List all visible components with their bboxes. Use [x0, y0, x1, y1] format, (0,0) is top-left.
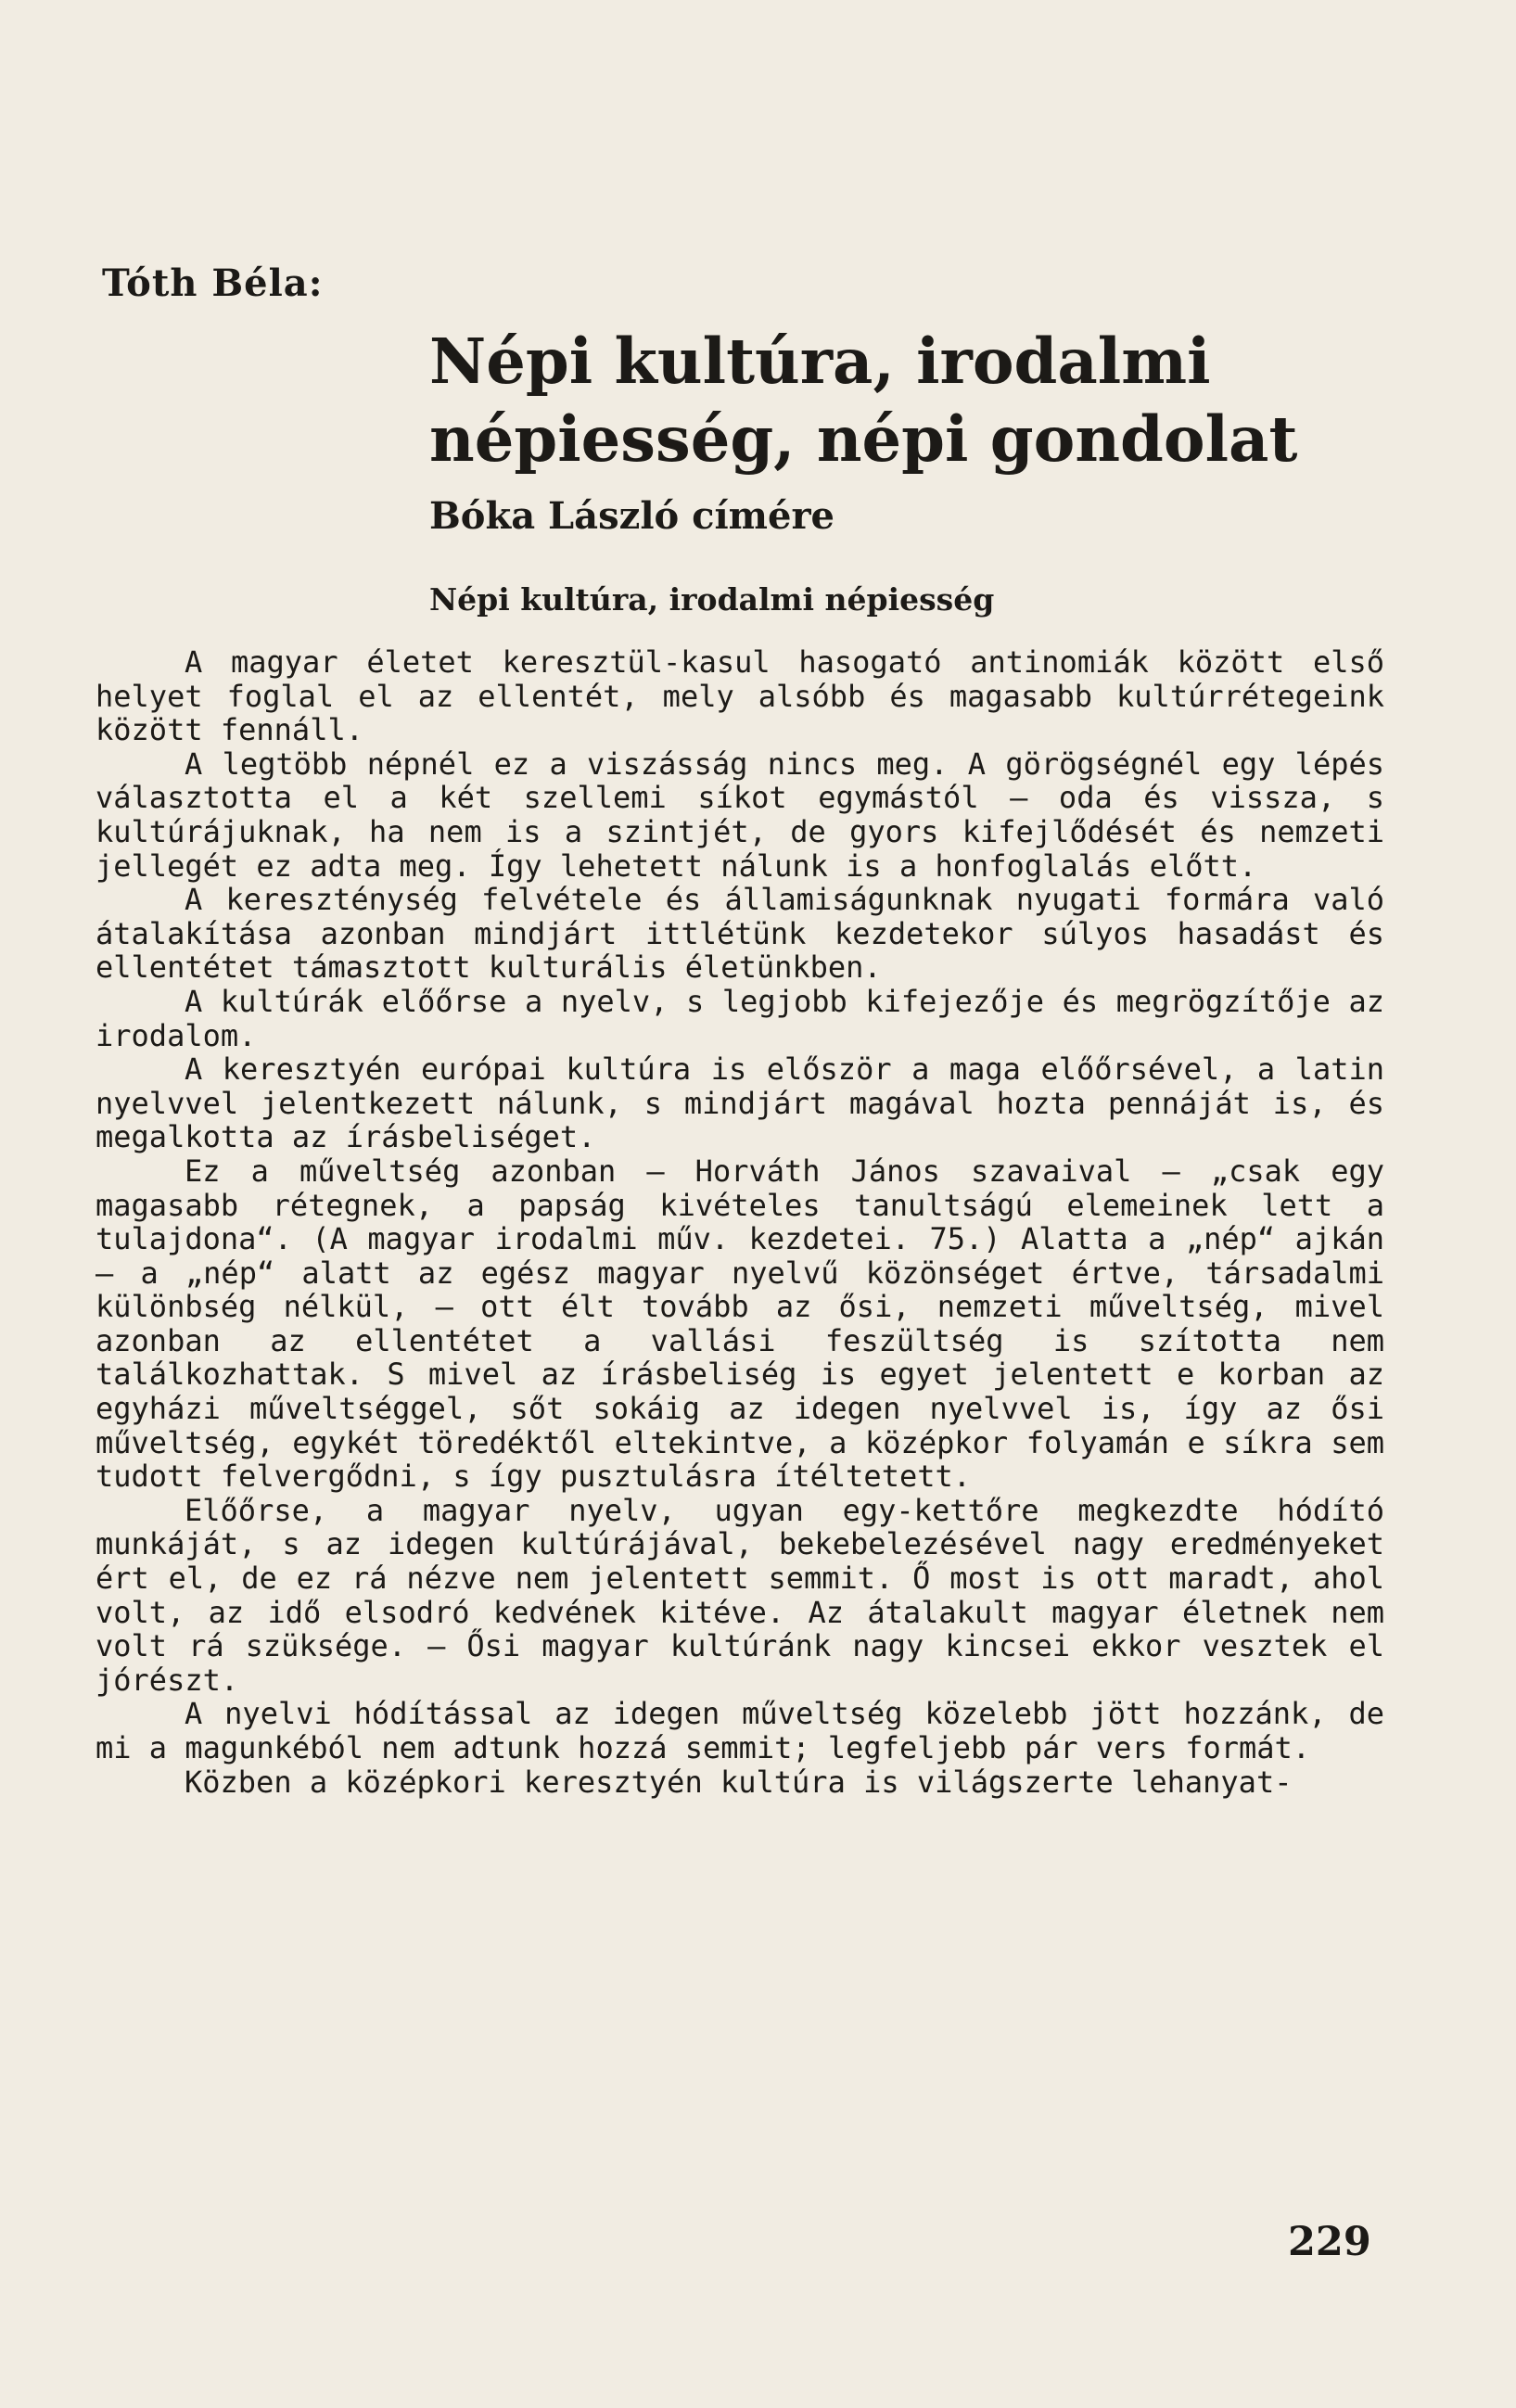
article-subtitle: Bóka László címére: [429, 494, 834, 538]
paragraph: Közben a középkori keresztyén kultúra is világszerte lehanyat-: [185, 1764, 1293, 1800]
paragraph: A legtöbb népnél ez a viszásság nincs meg. A görögségnél egy lépés választotta el a két szellemi síkot egymástól — oda és vissza, s kultúrájuknak, ha nem is a szintjét, de gyors kifejlődését és nemzeti jellegét ez adta meg. Így lehetett nálunk is a honfoglalás előtt.: [96, 745, 1384, 884]
paragraph: Előőrse, a magyar nyelv, ugyan egy-kettőre megkezdte hódító munkáját, s az idegen kultúrájával, bekebelezésével nagy eredményeket ért el, de ez rá nézve nem jelentett semmit. Ő most is ott maradt, ahol volt, az idő elsodró kedvének kitéve. Az átalakult magyar életnek nem volt rá szüksége. — Ősi magyar kultúránk nagy kincsei ekkor vesztek el jórészt.: [96, 1492, 1384, 1698]
paragraph: A nyelvi hódítással az idegen műveltség közelebb jött hozzánk, de mi a magunkéból nem adtunk hozzá semmit; legfeljebb pár vers formát.: [96, 1696, 1384, 1765]
paragraph: A keresztyén európai kultúra is először a maga előőrsével, a latin nyelvvel jelentkezett nálunk, s mindjárt magával hozta pennáját is, és megalkotta az írásbeliséget.: [96, 1051, 1384, 1155]
paragraph: A kereszténység felvétele és államiságunknak nyugati formára való átalakítása azonban mindjárt ittlétünk kezdetekor súlyos hasadást és ellentétet támasztott kulturális életünkben.: [96, 882, 1384, 986]
article-title: Népi kultúra, irodalmi népiesség, népi gondolat: [429, 325, 1298, 476]
author-name: Tóth Béla:: [102, 261, 324, 305]
page-number: 229: [1288, 2219, 1371, 2265]
body-text: [96, 645, 1384, 1799]
section-heading: Népi kultúra, irodalmi népiesség: [429, 581, 995, 618]
paragraph: Ez a műveltség azonban — Horváth János szavaival — „csak egy magasabb rétegnek, a papság kivételes tanultságú elemeinek lett a tulajdona“. (A magyar irodalmi műv. kezdetei. 75.) Alatta a „nép“ ajkán — a „nép“ alatt az egész magyar nyelvű közönséget értve, társadalmi különbség nélkül, — ott élt tovább az ősi, nemzeti műveltség, mivel azonban az ellentétet a vallási feszültség is szította nem találkozhattak. S mivel az írásbeliség is egyet jelentett e korban az egyházi műveltséggel, sőt sokáig az idegen nyelvvel is, így az ősi műveltség, egykét töredéktől eltekintve, a középkor folyamán e síkra sem tudott felvergődni, s így pusztulásra ítéltetett.: [96, 1153, 1384, 1495]
paragraph: A kultúrák előőrse a nyelv, s legjobb kifejezője és megrögzítője az irodalom.: [96, 983, 1384, 1053]
paragraph: A magyar életet keresztül-kasul hasogató antinomiák között első helyet foglal el az ellentét, mely alsóbb és magasabb kultúrrétegeink között fennáll.: [96, 644, 1384, 748]
